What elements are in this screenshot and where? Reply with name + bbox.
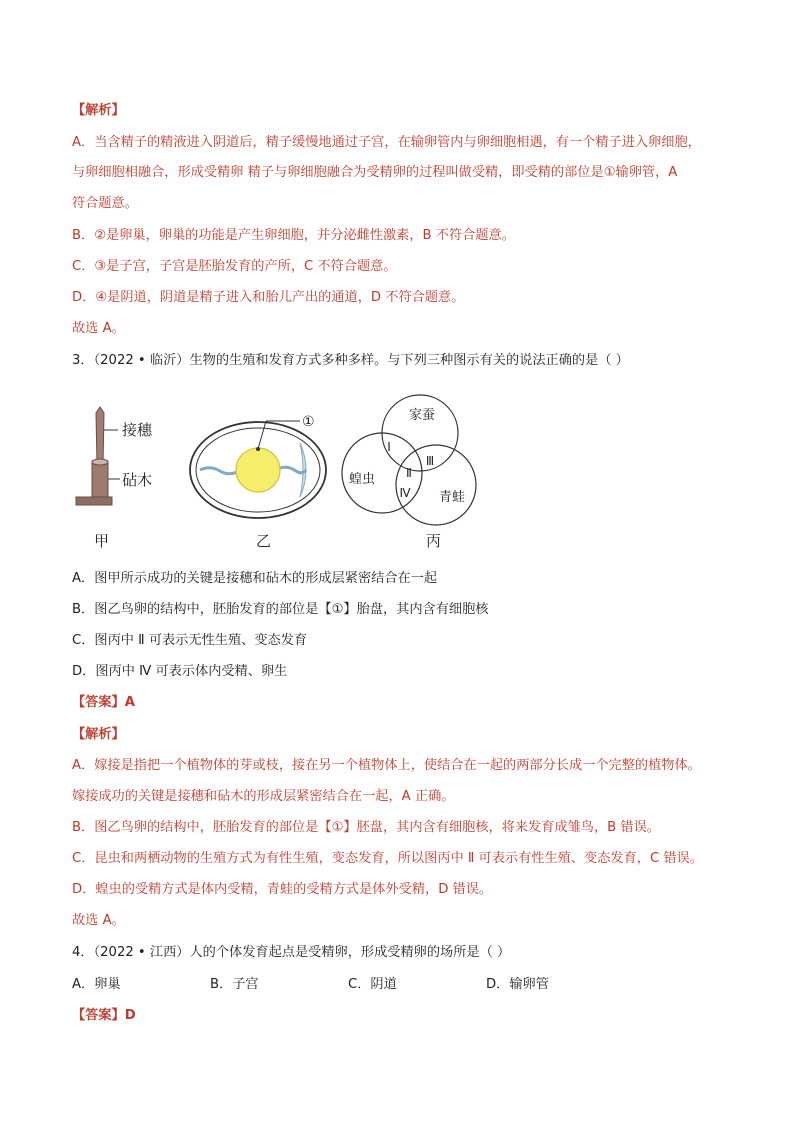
question-3-answer: 【答案】A [72, 695, 135, 710]
question-3-option-d: D．图丙中 Ⅳ 可表示体内受精、卵生 [72, 664, 288, 679]
label-jiesui: 接穗 [122, 421, 153, 439]
label-region-4: Ⅳ [399, 486, 411, 500]
analysis-conclusion: 故选 A。 [72, 913, 125, 928]
question-3-analysis-heading: 【解析】 [72, 727, 125, 742]
question-4-stem: 4．（2022 • 江西）人的个体发育起点是受精卵，形成受精卵的场所是（ ） [72, 945, 511, 960]
label-qingwa: 青蛙 [438, 490, 466, 505]
figure-bing-venn [342, 395, 476, 525]
analysis-line: A．当含精子的精液进入阴道后，精子缓慢地通过子宫，在输卵管内与卵细胞相遇，有一个精子进入卵细胞， [72, 135, 701, 150]
figure-yi-bird-egg [190, 414, 326, 518]
question-3-option-a: A．图甲所示成功的关键是接穗和砧木的形成层紧密结合在一起 [72, 571, 438, 586]
analysis-line: B．图乙鸟卵的结构中，胚胎发育的部位是【①】胚盘，其内含有细胞核，将来发育成雏鸟，B 错误。 [72, 820, 660, 835]
question-3-option-b: B．图乙鸟卵的结构中，胚胎发育的部位是【①】胎盘，其内含有细胞核 [72, 602, 489, 617]
figure-jia-grafting [76, 407, 153, 505]
question-4-answer: 【答案】D [72, 1008, 136, 1023]
caption-yi: 乙 [256, 532, 272, 550]
analysis-conclusion: 故选 A。 [72, 321, 125, 336]
question-4-option-b: B．子宫 [210, 977, 259, 992]
label-region-1: Ⅰ [387, 440, 391, 454]
caption-bing: 丙 [426, 532, 442, 550]
question-4-option-d: D．输卵管 [486, 977, 549, 992]
label-egg-marker: ① [302, 414, 315, 430]
analysis-heading: 【解析】 [72, 103, 125, 118]
label-region-2: Ⅱ [406, 466, 412, 480]
analysis-line: D．蝗虫的受精方式是体内受精，青蛙的受精方式是体外受精，D 错误。 [72, 882, 493, 897]
question-4-option-c: C．阴道 [348, 977, 397, 992]
label-huangchong: 蝗虫 [348, 472, 376, 487]
analysis-line: A．嫁接是指把一个植物体的芽或枝，接在另一个植物体上，使结合在一起的两部分长成一个完整的植物体。 [72, 758, 701, 773]
analysis-line: 嫁接成功的关键是接穗和砧木的形成层紧密结合在一起，A 正确。 [72, 789, 455, 804]
label-jiacan: 家蚕 [408, 408, 436, 423]
analysis-line: 与卵细胞相融合，形成受精卵 精子与卵细胞融合为受精卵的过程叫做受精，即受精的部位是①输卵管，A [72, 165, 678, 180]
question-3-stem: 3．（2022 • 临沂）生物的生殖和发育方式多种多样。与下列三种图示有关的说法正确的是（ ） [72, 353, 629, 368]
label-region-3: Ⅲ [425, 454, 435, 468]
analysis-line: B．②是卵巢，卵巢的功能是产生卵细胞，并分泌雌性激素，B 不符合题意。 [72, 228, 515, 243]
analysis-line: C．③是子宫，子宫是胚胎发育的产所，C 不符合题意。 [72, 259, 397, 274]
label-zhenmu: 砧木 [122, 471, 153, 489]
question-4-option-a: A．卵巢 [72, 977, 121, 992]
analysis-line: 符合题意。 [72, 196, 138, 211]
analysis-line: D．④是阴道，阴道是精子进入和胎儿产出的通道，D 不符合题意。 [72, 290, 465, 305]
caption-jia: 甲 [94, 532, 110, 550]
question-3-option-c: C．图丙中 Ⅱ 可表示无性生殖、变态发育 [72, 633, 308, 648]
analysis-line: C．昆虫和两栖动物的生殖方式为有性生殖，变态发育，所以图丙中 Ⅱ 可表示有性生殖、变态发育，C 错误。 [72, 851, 703, 866]
